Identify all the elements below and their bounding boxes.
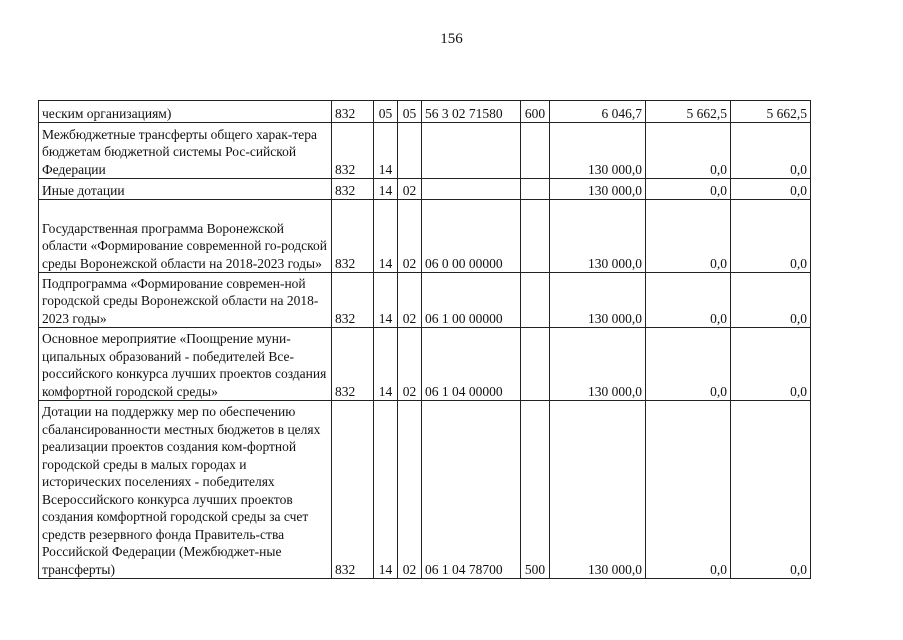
subsection-code (398, 123, 422, 179)
amount-year-1: 6 046,7 (550, 101, 646, 123)
amount-year-3: 0,0 (731, 179, 811, 200)
admin-code: 832 (332, 179, 374, 200)
admin-code: 832 (332, 328, 374, 401)
table-row (39, 179, 811, 200)
target-article-code: 06 1 00 00000 (422, 273, 521, 328)
amount-year-3: 0,0 (731, 328, 811, 401)
row-name: Межбюджетные трансферты общего харак-тера бюджетам бюджетной системы Рос-сийской Федерации (39, 123, 332, 179)
row-name: ческим организациям) (39, 101, 332, 123)
expense-type-code (521, 123, 550, 179)
subsection-code: 02 (398, 179, 422, 200)
subsection-code: 02 (398, 401, 422, 579)
amount-year-3: 0,0 (731, 200, 811, 273)
amount-year-3: 5 662,5 (731, 101, 811, 123)
amount-year-2: 5 662,5 (646, 101, 731, 123)
amount-year-1: 130 000,0 (550, 401, 646, 579)
section-code: 05 (374, 101, 398, 123)
target-article-code: 56 3 02 71580 (422, 101, 521, 123)
amount-year-1: 130 000,0 (550, 179, 646, 200)
expense-type-code (521, 273, 550, 328)
table-row (39, 123, 811, 179)
row-name: Подпрограмма «Формирование современ-ной городской среды Воронежской области на 2018-2023 годы» (39, 273, 332, 328)
subsection-code: 02 (398, 200, 422, 273)
admin-code: 832 (332, 401, 374, 579)
section-code: 14 (374, 273, 398, 328)
amount-year-3: 0,0 (731, 123, 811, 179)
target-article-code: 06 1 04 78700 (422, 401, 521, 579)
amount-year-2: 0,0 (646, 328, 731, 401)
page-number: 156 (440, 31, 463, 47)
amount-year-1: 130 000,0 (550, 273, 646, 328)
target-article-code: 06 1 04 00000 (422, 328, 521, 401)
admin-code: 832 (332, 101, 374, 123)
section-code: 14 (374, 200, 398, 273)
subsection-code: 05 (398, 101, 422, 123)
admin-code: 832 (332, 273, 374, 328)
table-row (39, 328, 811, 401)
row-name: Основное мероприятие «Поощрение муни-ципальных образований - победителей Все-российского конкурса лучших проектов создания комфортной городской среды» (39, 328, 332, 401)
target-article-code (422, 179, 521, 200)
amount-year-2: 0,0 (646, 123, 731, 179)
budget-table (38, 100, 811, 579)
section-code: 14 (374, 123, 398, 179)
expense-type-code: 500 (521, 401, 550, 579)
row-name: Дотации на поддержку мер по обеспечению сбалансированности местных бюджетов в целях реализации проектов создания ком-фортной городской среды в малых городах и исторических поселениях - победителях Всероссийского конкурса лучших проектов создания комфортной городской среды за счет средств резервного фонда Правитель-ства Российской Федерации (Межбюджет-ные трансферты) (39, 401, 332, 579)
expense-type-code (521, 200, 550, 273)
expense-type-code: 600 (521, 101, 550, 123)
target-article-code (422, 123, 521, 179)
table-row (39, 401, 811, 579)
table-row (39, 101, 811, 123)
amount-year-1: 130 000,0 (550, 328, 646, 401)
table-row (39, 200, 811, 273)
subsection-code: 02 (398, 273, 422, 328)
section-code: 14 (374, 401, 398, 579)
amount-year-2: 0,0 (646, 200, 731, 273)
row-name: Иные дотации (39, 179, 332, 200)
expense-type-code (521, 328, 550, 401)
amount-year-1: 130 000,0 (550, 200, 646, 273)
amount-year-3: 0,0 (731, 401, 811, 579)
subsection-code: 02 (398, 328, 422, 401)
row-name: Государственная программа Воронежской области «Формирование современной го-родской среды Воронежской области на 2018-2023 годы» (39, 200, 332, 273)
amount-year-1: 130 000,0 (550, 123, 646, 179)
section-code: 14 (374, 179, 398, 200)
amount-year-3: 0,0 (731, 273, 811, 328)
expense-type-code (521, 179, 550, 200)
target-article-code: 06 0 00 00000 (422, 200, 521, 273)
admin-code: 832 (332, 123, 374, 179)
admin-code: 832 (332, 200, 374, 273)
amount-year-2: 0,0 (646, 401, 731, 579)
amount-year-2: 0,0 (646, 179, 731, 200)
amount-year-2: 0,0 (646, 273, 731, 328)
table-row (39, 273, 811, 328)
section-code: 14 (374, 328, 398, 401)
